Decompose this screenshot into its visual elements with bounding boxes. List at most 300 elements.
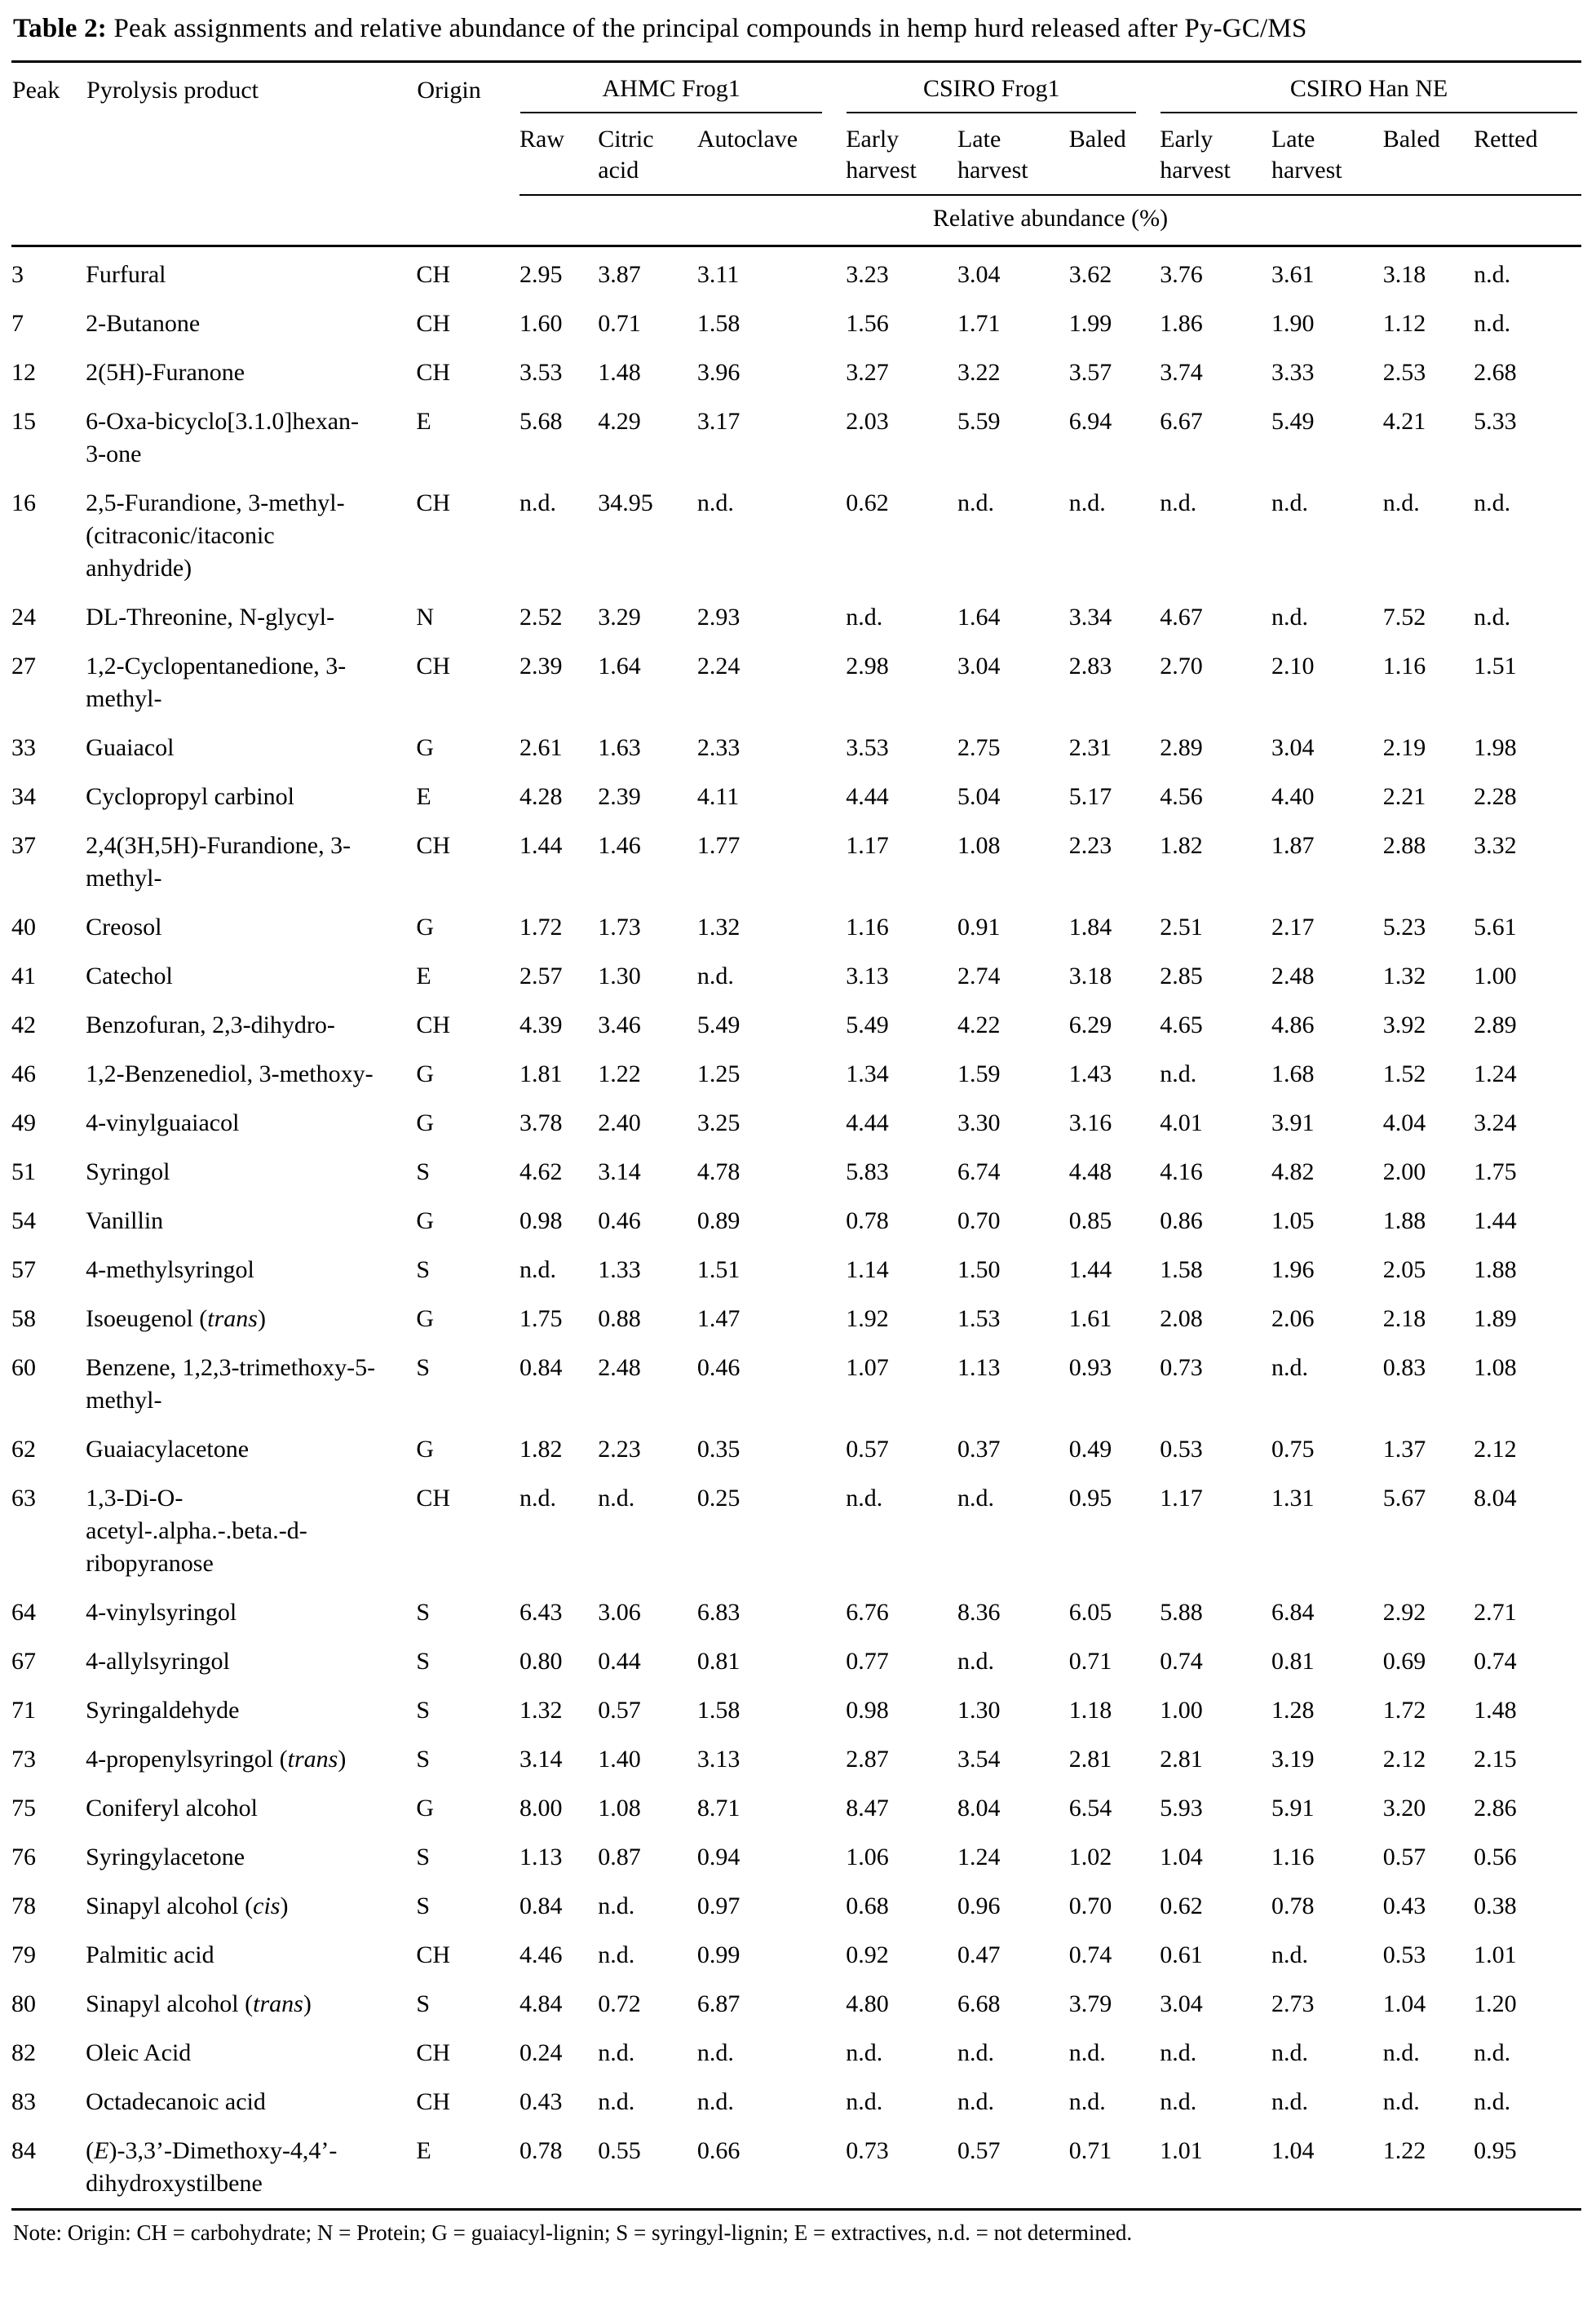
value-cell: n.d.	[696, 962, 734, 989]
value-cell: 1.48	[598, 358, 641, 386]
value-cell: 0.70	[1068, 1892, 1112, 1919]
value-cell: n.d.	[1271, 603, 1308, 631]
value-cell: 2.74	[957, 962, 1001, 989]
value-cell: 5.68	[519, 407, 563, 435]
value-cell: 1.50	[957, 1255, 1001, 1283]
value-cell: 1.37	[1382, 1435, 1426, 1463]
value-cell: 0.74	[1160, 1647, 1203, 1675]
peak-cell: 75	[11, 1794, 36, 1822]
value-cell: 0.77	[846, 1647, 889, 1675]
peak-cell: 79	[11, 1941, 36, 1968]
value-cell: 3.27	[846, 358, 889, 386]
value-cell: 1.08	[598, 1794, 641, 1822]
table-row	[11, 1343, 1581, 1425]
value-cell: 2.70	[1160, 652, 1203, 679]
product-cell: Coniferyl alcohol	[86, 1794, 258, 1822]
value-cell: 1.13	[957, 1353, 1001, 1381]
table-row	[11, 1425, 1581, 1474]
value-cell: 6.74	[957, 1158, 1001, 1185]
value-cell: 0.81	[1271, 1647, 1315, 1675]
value-cell: 0.71	[1068, 2136, 1112, 2164]
value-cell: 1.12	[1382, 309, 1426, 337]
origin-cell: S	[416, 1255, 431, 1283]
value-cell: 2.17	[1271, 913, 1315, 941]
product-cell: 4-methylsyringol	[86, 1255, 254, 1283]
value-cell: 1.28	[1271, 1696, 1315, 1724]
origin-cell: CH	[416, 2038, 451, 2066]
table-title	[13, 10, 1578, 49]
value-cell: 2.75	[957, 733, 1001, 761]
value-cell: 0.73	[1160, 1353, 1203, 1381]
value-cell: 0.49	[1068, 1435, 1112, 1463]
value-cell: 2.88	[1382, 831, 1426, 859]
origin-cell: S	[416, 1745, 431, 1773]
value-cell: 2.95	[519, 260, 563, 288]
origin-cell: CH	[416, 652, 451, 679]
origin-cell: S	[416, 1843, 431, 1870]
table-row	[11, 1001, 1581, 1050]
value-cell: 4.39	[519, 1011, 563, 1038]
product-cell: 4-vinylguaiacol	[86, 1109, 240, 1136]
origin-cell: S	[416, 1598, 431, 1626]
group-label-ahmc-frog1: AHMC Frog1	[520, 73, 822, 113]
value-cell: 1.88	[1382, 1206, 1426, 1234]
origin-cell: CH	[416, 309, 451, 337]
value-cell: 1.32	[1382, 962, 1426, 989]
value-cell: 3.46	[598, 1011, 641, 1038]
value-cell: 1.16	[846, 913, 889, 941]
value-cell: n.d.	[1068, 2087, 1106, 2115]
value-cell: 3.24	[1474, 1109, 1517, 1136]
value-cell: 5.49	[696, 1011, 741, 1038]
value-cell: 3.19	[1271, 1745, 1315, 1773]
value-cell: 1.73	[598, 913, 641, 941]
value-cell: 3.91	[1271, 1109, 1315, 1136]
value-cell: 34.95	[598, 489, 653, 516]
value-cell: 2.39	[519, 652, 563, 679]
value-cell: 1.16	[1382, 652, 1426, 679]
value-cell: 3.14	[519, 1745, 563, 1773]
value-cell: n.d.	[1160, 2087, 1197, 2115]
product-cell: 2,4(3H,5H)-Furandione, 3-methyl-	[86, 831, 351, 892]
value-cell: 3.04	[1271, 733, 1315, 761]
product-cell: Syringylacetone	[86, 1843, 245, 1870]
value-cell: 1.30	[957, 1696, 1001, 1724]
value-cell: 2.19	[1382, 733, 1426, 761]
value-cell: 2.98	[846, 652, 889, 679]
value-cell: 0.61	[1160, 1941, 1203, 1968]
origin-cell: G	[416, 1794, 435, 1822]
origin-cell: G	[416, 733, 435, 761]
value-cell: 0.83	[1382, 1353, 1426, 1381]
value-cell: 2.33	[696, 733, 741, 761]
value-cell: 1.56	[846, 309, 889, 337]
value-cell: 1.07	[846, 1353, 889, 1381]
value-cell: 3.87	[598, 260, 641, 288]
value-cell: 3.32	[1474, 831, 1517, 859]
value-cell: 3.62	[1068, 260, 1112, 288]
value-cell: 0.53	[1160, 1435, 1203, 1463]
value-cell: 1.01	[1160, 2136, 1203, 2164]
product-cell: Guaiacylacetone	[86, 1435, 250, 1463]
value-cell: 2.21	[1382, 782, 1426, 810]
product-cell: 2-Butanone	[86, 309, 201, 337]
table-row	[11, 1882, 1581, 1931]
product-cell: Creosol	[86, 913, 162, 941]
value-cell: 3.30	[957, 1109, 1001, 1136]
table-row	[11, 1735, 1581, 1784]
peak-cell: 58	[11, 1304, 36, 1332]
value-cell: 1.75	[1474, 1158, 1517, 1185]
value-cell: 3.33	[1271, 358, 1315, 386]
product-cell: Benzene, 1,2,3-trimethoxy-5-methyl-	[86, 1353, 376, 1414]
origin-cell: G	[416, 913, 435, 941]
value-cell: 1.08	[1474, 1353, 1517, 1381]
value-cell: 2.23	[598, 1435, 641, 1463]
col-header-late-harvest-frog1: Late harvest	[957, 125, 1028, 184]
value-cell: 1.84	[1068, 913, 1112, 941]
value-cell: 0.72	[598, 1990, 641, 2017]
value-cell: 1.24	[957, 1843, 1001, 1870]
value-cell: 0.74	[1068, 1941, 1112, 1968]
table-row	[11, 1784, 1581, 1833]
value-cell: 1.01	[1474, 1941, 1517, 1968]
value-cell: 1.17	[846, 831, 889, 859]
value-cell: 3.74	[1160, 358, 1203, 386]
value-cell: 0.80	[519, 1647, 563, 1675]
origin-cell: G	[416, 1060, 435, 1087]
col-header-origin: Origin	[417, 76, 481, 104]
value-cell: 5.93	[1160, 1794, 1203, 1822]
table-row	[11, 1474, 1581, 1588]
value-cell: 4.48	[1068, 1158, 1112, 1185]
value-cell: 1.04	[1271, 2136, 1315, 2164]
value-cell: n.d.	[696, 2087, 734, 2115]
value-cell: 1.96	[1271, 1255, 1315, 1283]
table-row	[11, 1637, 1581, 1686]
table-row	[11, 642, 1581, 724]
value-cell: n.d.	[846, 2038, 883, 2066]
product-cell: Furfural	[86, 260, 166, 288]
group-header-row	[11, 61, 1581, 114]
value-cell: 2.81	[1160, 1745, 1203, 1773]
peak-cell: 54	[11, 1206, 36, 1234]
value-cell: 4.80	[846, 1990, 889, 2017]
value-cell: 2.18	[1382, 1304, 1426, 1332]
value-cell: 0.37	[957, 1435, 1001, 1463]
value-cell: 1.58	[1160, 1255, 1203, 1283]
value-cell: 0.57	[846, 1435, 889, 1463]
value-cell: 2.53	[1382, 358, 1426, 386]
value-cell: 0.46	[696, 1353, 741, 1381]
group-header-ahmc-frog1	[519, 61, 846, 114]
value-cell: 1.32	[519, 1696, 563, 1724]
value-cell: 0.55	[598, 2136, 641, 2164]
value-cell: 3.04	[957, 260, 1001, 288]
value-cell: 8.36	[957, 1598, 1001, 1626]
value-cell: 0.62	[846, 489, 889, 516]
origin-cell: CH	[416, 489, 451, 516]
value-cell: 2.31	[1068, 733, 1112, 761]
value-cell: 5.59	[957, 407, 1001, 435]
origin-cell: E	[416, 782, 431, 810]
value-cell: 0.43	[1382, 1892, 1426, 1919]
table-row	[11, 772, 1581, 821]
value-cell: 1.08	[957, 831, 1001, 859]
value-cell: 0.97	[696, 1892, 741, 1919]
value-cell: 1.34	[846, 1060, 889, 1087]
value-cell: 0.75	[1271, 1435, 1315, 1463]
value-cell: 0.57	[1382, 1843, 1426, 1870]
product-cell: Cyclopropyl carbinol	[86, 782, 294, 810]
value-cell: n.d.	[1068, 2038, 1106, 2066]
value-cell: 1.02	[1068, 1843, 1112, 1870]
value-cell: n.d.	[1271, 1941, 1308, 1968]
value-cell: n.d.	[1271, 2087, 1308, 2115]
value-cell: n.d.	[1068, 489, 1106, 516]
value-cell: 3.29	[598, 603, 641, 631]
peak-cell: 24	[11, 603, 36, 631]
value-cell: 2.24	[696, 652, 741, 679]
product-cell: Sinapyl alcohol (trans)	[86, 1990, 312, 2017]
value-cell: n.d.	[598, 1484, 635, 1512]
table-row	[11, 479, 1581, 593]
abundance-label: Relative abundance (%)	[519, 195, 1581, 246]
value-cell: 0.85	[1068, 1206, 1112, 1234]
table-row	[11, 821, 1581, 903]
value-cell: 4.82	[1271, 1158, 1315, 1185]
value-cell: 1.17	[1160, 1484, 1203, 1512]
value-cell: 4.11	[696, 782, 740, 810]
value-cell: 6.29	[1068, 1011, 1112, 1038]
value-cell: 0.74	[1474, 1647, 1517, 1675]
peak-cell: 27	[11, 652, 36, 679]
value-cell: 1.44	[519, 831, 563, 859]
value-cell: 3.34	[1068, 603, 1112, 631]
value-cell: 0.92	[846, 1941, 889, 1968]
peak-cell: 37	[11, 831, 36, 859]
value-cell: 8.04	[957, 1794, 1001, 1822]
value-cell: n.d.	[519, 489, 557, 516]
value-cell: 1.72	[519, 913, 563, 941]
value-cell: 1.72	[1382, 1696, 1426, 1724]
value-cell: 3.13	[696, 1745, 741, 1773]
col-header-baled-han: Baled	[1382, 125, 1440, 153]
origin-cell: CH	[416, 1011, 451, 1038]
value-cell: 8.47	[846, 1794, 889, 1822]
value-cell: n.d.	[1382, 489, 1420, 516]
table-row	[11, 397, 1581, 479]
value-cell: 0.47	[957, 1941, 1001, 1968]
value-cell: 1.06	[846, 1843, 889, 1870]
value-cell: 1.61	[1068, 1304, 1112, 1332]
value-cell: 6.68	[957, 1990, 1001, 2017]
value-cell: n.d.	[1474, 2038, 1511, 2066]
value-cell: 1.99	[1068, 309, 1112, 337]
value-cell: 2.85	[1160, 962, 1203, 989]
value-cell: 5.23	[1382, 913, 1426, 941]
value-cell: 3.18	[1382, 260, 1426, 288]
peak-cell: 71	[11, 1696, 36, 1724]
value-cell: n.d.	[598, 1892, 635, 1919]
value-cell: 5.67	[1382, 1484, 1426, 1512]
value-cell: 3.22	[957, 358, 1001, 386]
value-cell: 1.90	[1271, 309, 1315, 337]
value-cell: 1.68	[1271, 1060, 1315, 1087]
value-cell: 3.61	[1271, 260, 1315, 288]
value-cell: 0.24	[519, 2038, 563, 2066]
origin-cell: CH	[416, 2087, 451, 2115]
value-cell: 4.46	[519, 1941, 563, 1968]
value-cell: 4.67	[1160, 603, 1203, 631]
abundance-spacer	[11, 195, 519, 246]
value-cell: 2.93	[696, 603, 741, 631]
value-cell: 0.73	[846, 2136, 889, 2164]
product-cell: Palmitic acid	[86, 1941, 214, 1968]
origin-cell: N	[416, 603, 435, 631]
col-header-product: Pyrolysis product	[86, 76, 259, 104]
value-cell: 3.57	[1068, 358, 1112, 386]
value-cell: 1.05	[1271, 1206, 1315, 1234]
value-cell: 0.95	[1068, 1484, 1112, 1512]
value-cell: n.d.	[1382, 2038, 1420, 2066]
value-cell: 3.20	[1382, 1794, 1426, 1822]
product-cell: 4-propenylsyringol (trans)	[86, 1745, 347, 1773]
value-cell: 2.28	[1474, 782, 1517, 810]
peak-cell: 83	[11, 2087, 36, 2115]
value-cell: 1.40	[598, 1745, 641, 1773]
value-cell: 4.65	[1160, 1011, 1203, 1038]
value-cell: n.d.	[957, 2087, 994, 2115]
value-cell: 3.17	[696, 407, 741, 435]
value-cell: 1.88	[1474, 1255, 1517, 1283]
origin-cell: E	[416, 2136, 431, 2164]
origin-cell: S	[416, 1647, 431, 1675]
value-cell: 2.06	[1271, 1304, 1315, 1332]
value-cell: 0.66	[696, 2136, 741, 2164]
value-cell: n.d.	[957, 2038, 994, 2066]
value-cell: 0.96	[957, 1892, 1001, 1919]
value-cell: 2.05	[1382, 1255, 1426, 1283]
table-header	[11, 61, 1581, 246]
value-cell: 1.58	[696, 1696, 741, 1724]
origin-cell: S	[416, 1158, 431, 1185]
value-cell: 2.68	[1474, 358, 1517, 386]
value-cell: 1.48	[1474, 1696, 1517, 1724]
peak-cell: 15	[11, 407, 36, 435]
col-header-late-harvest-han: Late harvest	[1271, 125, 1342, 184]
table-note: Note: Origin: CH = carbohydrate; N = Protein; G = guaiacyl-lignin; S = syringyl-lignin; E = extractives, n.d. = not determined.	[13, 2220, 1133, 2245]
value-cell: 6.43	[519, 1598, 563, 1626]
value-cell: 0.78	[519, 2136, 563, 2164]
value-cell: 0.78	[846, 1206, 889, 1234]
value-cell: 1.52	[1382, 1060, 1426, 1087]
value-cell: 5.61	[1474, 913, 1517, 941]
table-row	[11, 1148, 1581, 1197]
value-cell: 2.48	[598, 1353, 641, 1381]
table-row	[11, 1931, 1581, 1980]
value-cell: 1.86	[1160, 309, 1203, 337]
value-cell: 1.14	[846, 1255, 889, 1283]
value-cell: 0.94	[696, 1843, 741, 1870]
value-cell: 0.68	[846, 1892, 889, 1919]
peak-cell: 76	[11, 1843, 36, 1870]
peak-cell: 33	[11, 733, 36, 761]
value-cell: n.d.	[957, 489, 994, 516]
table-title-label: Table 2:	[13, 14, 107, 43]
value-cell: n.d.	[957, 1647, 994, 1675]
table-row	[11, 1295, 1581, 1343]
value-cell: 3.04	[957, 652, 1001, 679]
col-header-retted: Retted	[1474, 125, 1538, 153]
value-cell: 1.31	[1271, 1484, 1315, 1512]
value-cell: n.d.	[1271, 2038, 1308, 2066]
value-cell: 1.33	[598, 1255, 641, 1283]
product-cell: 2(5H)-Furanone	[86, 358, 245, 386]
origin-cell: E	[416, 962, 431, 989]
product-cell: Sinapyl alcohol (cis)	[86, 1892, 289, 1919]
value-cell: n.d.	[846, 2087, 883, 2115]
value-cell: 2.81	[1068, 1745, 1112, 1773]
value-cell: 6.67	[1160, 407, 1203, 435]
origin-cell: G	[416, 1435, 435, 1463]
value-cell: 1.44	[1068, 1255, 1112, 1283]
col-header-citric-acid: Citric acid	[598, 125, 654, 184]
value-cell: 1.87	[1271, 831, 1315, 859]
value-cell: 3.53	[846, 733, 889, 761]
value-cell: 0.25	[696, 1484, 741, 1512]
table-title-text: Peak assignments and relative abundance of the principal compounds in hemp hurd released after Py-GC/MS	[107, 14, 1307, 43]
value-cell: n.d.	[519, 1255, 557, 1283]
origin-cell: CH	[416, 1484, 451, 1512]
table-body	[11, 246, 1581, 2209]
group-label-csiro-frog1: CSIRO Frog1	[847, 73, 1136, 113]
peak-cell: 51	[11, 1158, 36, 1185]
value-cell: 5.88	[1160, 1598, 1203, 1626]
group-header-csiro-frog1	[846, 61, 1160, 114]
value-cell: 5.17	[1068, 782, 1112, 810]
value-cell: 3.79	[1068, 1990, 1112, 2017]
table-row	[11, 1099, 1581, 1148]
value-cell: 4.40	[1271, 782, 1315, 810]
product-cell: (E)-3,3’-Dimethoxy-4,4’-dihydroxystilbene	[86, 2136, 338, 2197]
product-cell: 1,2-Benzenediol, 3-methoxy-	[86, 1060, 374, 1087]
value-cell: 5.33	[1474, 407, 1517, 435]
value-cell: 3.23	[846, 260, 889, 288]
value-cell: 4.22	[957, 1011, 1001, 1038]
table-row	[11, 299, 1581, 348]
value-cell: 2.03	[846, 407, 889, 435]
value-cell: 1.44	[1474, 1206, 1517, 1234]
value-cell: 0.35	[696, 1435, 741, 1463]
value-cell: 1.63	[598, 733, 641, 761]
origin-cell: S	[416, 1353, 431, 1381]
col-header-peak: Peak	[12, 76, 60, 104]
peak-cell: 34	[11, 782, 36, 810]
value-cell: 1.00	[1160, 1696, 1203, 1724]
value-cell: 1.51	[1474, 652, 1517, 679]
value-cell: 6.05	[1068, 1598, 1112, 1626]
peak-cell: 84	[11, 2136, 36, 2164]
peak-cell: 7	[11, 309, 24, 337]
col-header-autoclave: Autoclave	[696, 125, 798, 153]
value-cell: n.d.	[1382, 2087, 1420, 2115]
value-cell: 1.24	[1474, 1060, 1517, 1087]
col-header-raw: Raw	[519, 125, 565, 153]
origin-cell: CH	[416, 1941, 451, 1968]
value-cell: 3.11	[696, 260, 740, 288]
peak-cell: 40	[11, 913, 36, 941]
